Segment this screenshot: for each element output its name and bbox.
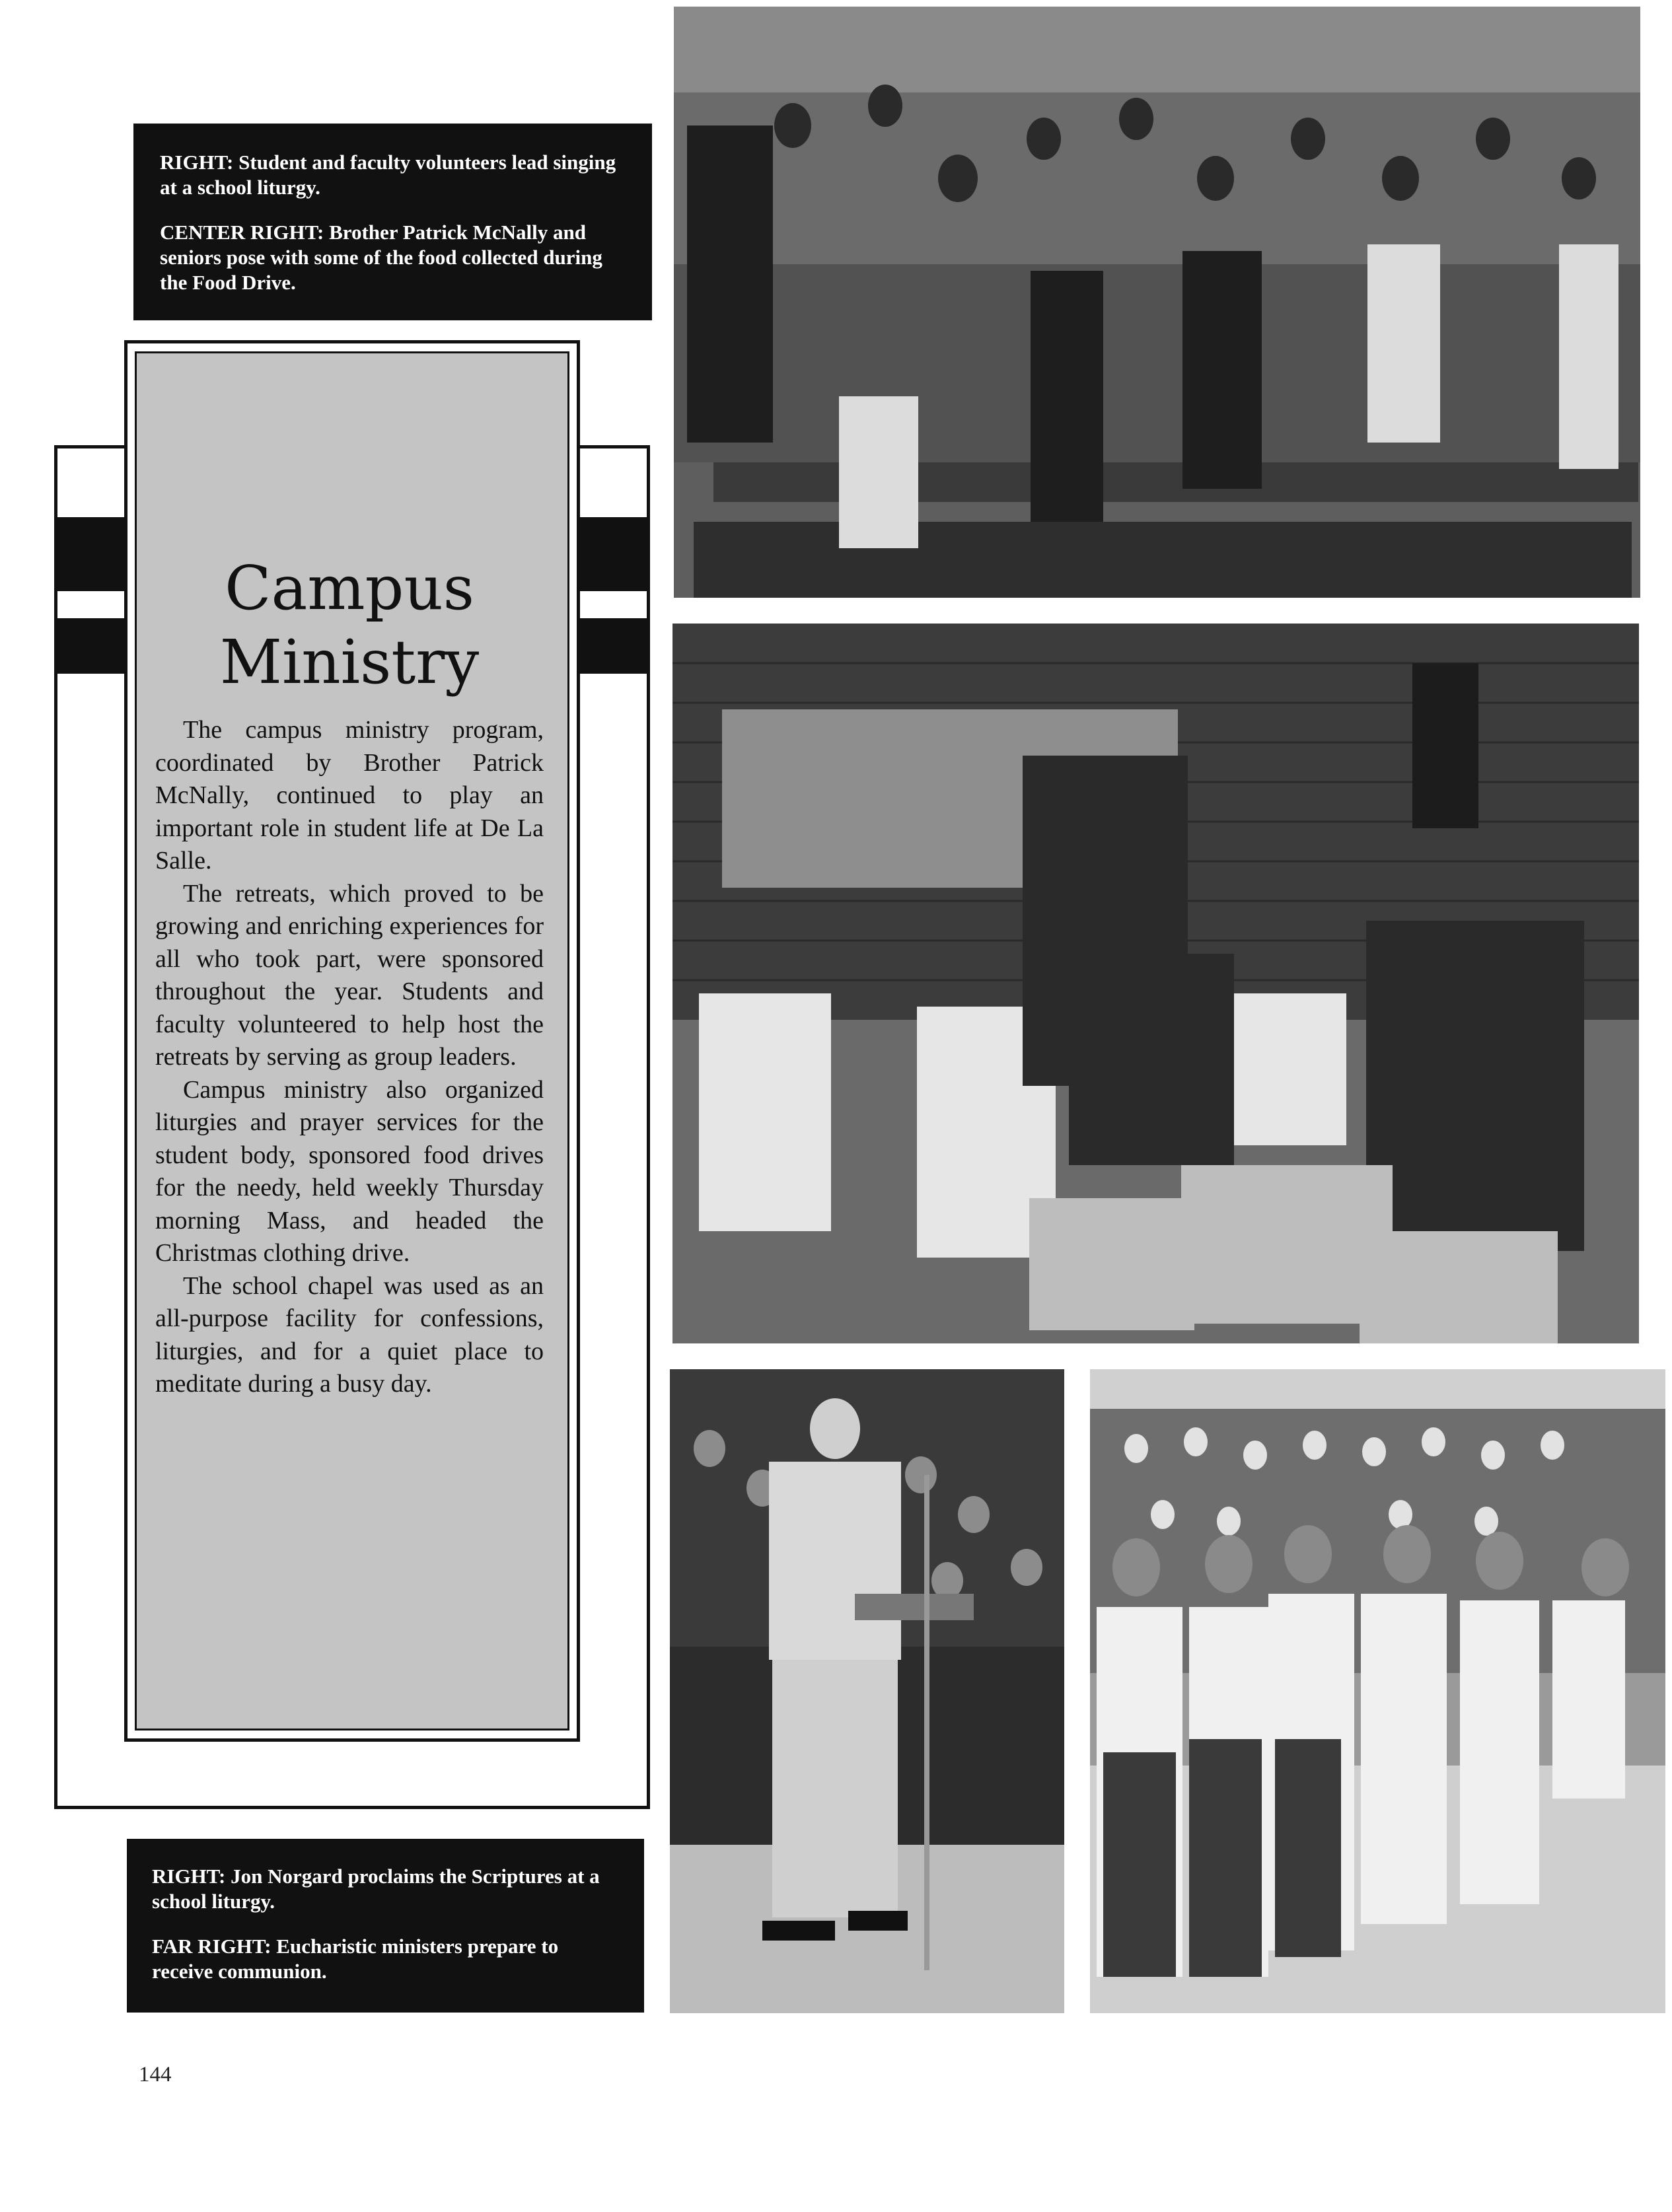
title-panel [135, 351, 569, 1730]
photo-food-drive [672, 624, 1639, 1343]
decorative-bar-left-bottom [54, 618, 133, 674]
photo-jon-norgard-podium [670, 1369, 1064, 2013]
decorative-bar-left-top [54, 517, 133, 591]
page-title: Campus Ministry [219, 553, 480, 697]
page-number: 144 [139, 2063, 172, 2087]
caption-bottom [127, 1839, 644, 2013]
caption-bottom-far-right: FAR RIGHT: Eucharistic ministers prepare to receive communion. [152, 1935, 559, 1983]
article-paragraph: Campus ministry also organized liturgies and prayer services for the student body, sponsored food drives for the needy, held weekly Thursday morning Mass, and headed the Christmas clothing drive. [155, 1075, 544, 1267]
photo-eucharistic-ministers [1090, 1369, 1665, 2013]
decorative-bar-right-top [569, 517, 650, 591]
photo-choir-singing [674, 7, 1640, 598]
caption-top-right: RIGHT: Student and faculty volunteers lead singing at a school liturgy. [160, 151, 616, 199]
article-paragraph: The school chapel was used as an all-purpose facility for confessions, liturgies, and for a quiet place to meditate during a busy day. [155, 1271, 544, 1398]
article-paragraph: The retreats, which proved to be growing and enriching experiences for all who took part, were sponsored throughout the year. Students and faculty volunteered to help host the retreats by serving as group leaders. [155, 879, 544, 1071]
caption-top-center-right: CENTER RIGHT: Brother Patrick McNally and seniors pose with some of the food collected during the Food Drive. [160, 221, 602, 294]
decorative-bar-right-bottom [569, 618, 650, 674]
article-paragraph: The campus ministry program, coordinated by Brother Patrick McNally, continued to play an important role in student life at De La Salle. [155, 716, 544, 874]
caption-bottom-right: RIGHT: Jon Norgard proclaims the Scriptures at a school liturgy. [152, 1865, 600, 1913]
article-body [155, 714, 544, 1401]
caption-top [133, 124, 652, 320]
